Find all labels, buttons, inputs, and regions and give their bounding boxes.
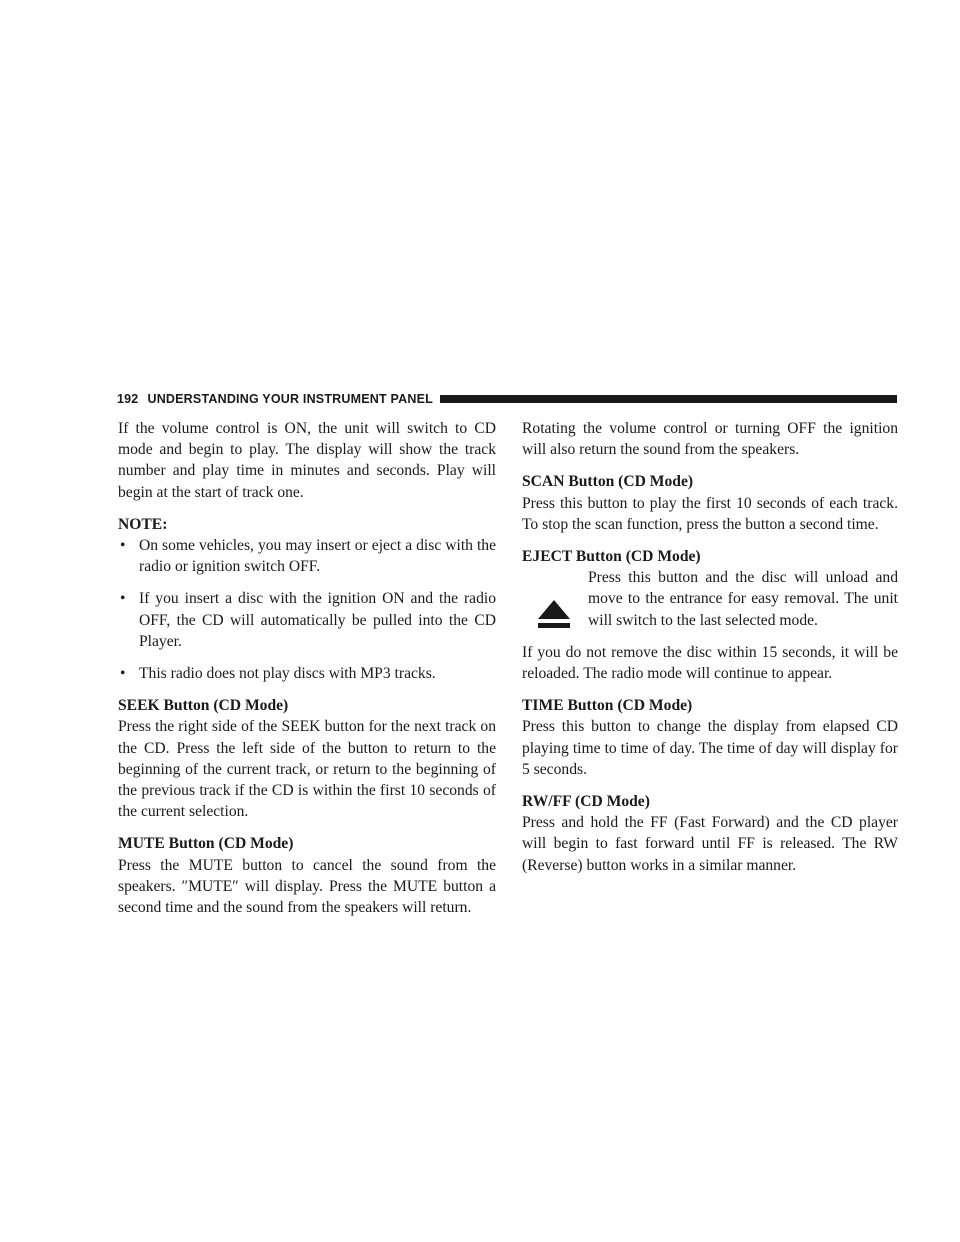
time-paragraph: Press this button to change the display from elapsed CD playing time to time of day. The time of day will display for 5 seconds. — [522, 718, 898, 778]
bullet-icon: • — [120, 590, 126, 608]
eject-block — [522, 567, 898, 631]
eject-paragraph: Press this button and the disc will unload and move to the entrance for easy removal. The unit will switch to the last selected mode. — [588, 569, 898, 629]
note-text: This radio does not play discs with MP3 tracks. — [139, 665, 436, 683]
scan-heading: SCAN Button (CD Mode) — [522, 473, 694, 491]
note-item — [118, 535, 496, 577]
intro-paragraph: If the volume control is ON, the unit will switch to CD mode and begin to play. The display will show the track number and play time in minutes and seconds. Play will begin at the start of track one. — [118, 420, 496, 501]
eject-heading: EJECT Button (CD Mode) — [522, 548, 701, 566]
note-text: On some vehicles, you may insert or eject a disc with the radio or ignition switch OFF. — [139, 537, 496, 576]
header-rule — [440, 395, 897, 403]
time-heading: TIME Button (CD Mode) — [522, 697, 693, 715]
eject-icon — [534, 597, 574, 631]
note-list — [118, 535, 496, 684]
rwff-heading: RW/FF (CD Mode) — [522, 793, 650, 811]
note-heading: NOTE: — [118, 515, 168, 533]
bullet-icon: • — [120, 665, 126, 683]
mute-continued-paragraph: Rotating the volume control or turning OFF the ignition will also return the sound from the speakers. — [522, 420, 898, 459]
bullet-icon: • — [120, 537, 126, 555]
seek-heading: SEEK Button (CD Mode) — [118, 697, 289, 715]
page-number: 192 — [117, 392, 139, 406]
note-item — [118, 588, 496, 652]
mute-heading: MUTE Button (CD Mode) — [118, 835, 294, 853]
note-text: If you insert a disc with the ignition ON and the radio OFF, the CD will automatically be pulled into the CD Player. — [139, 590, 496, 650]
note-item — [118, 663, 496, 684]
section-title: UNDERSTANDING YOUR INSTRUMENT PANEL — [147, 392, 433, 406]
eject-followup-paragraph: If you do not remove the disc within 15 seconds, it will be reloaded. The radio mode will continue to appear. — [522, 643, 898, 683]
right-column — [522, 418, 898, 887]
scan-paragraph: Press this button to play the first 10 seconds of each track. To stop the scan function, press the button a second time. — [522, 494, 898, 533]
rwff-paragraph: Press and hold the FF (Fast Forward) and the CD player will begin to fast forward until FF is released. The RW (Reverse) button works in a similar manner. — [522, 814, 898, 874]
mute-paragraph: Press the MUTE button to cancel the sound from the speakers. ″MUTE″ will display. Press the MUTE button a second time and the sound from the speakers will return. — [118, 856, 496, 917]
seek-paragraph: Press the right side of the SEEK button for the next track on the CD. Press the left side of the button to return to the beginning of the current track, or return to the beginning of the previous track if the CD is within the first 10 seconds of the current selection. — [118, 718, 496, 821]
left-column — [118, 418, 496, 929]
page-header — [117, 391, 897, 407]
